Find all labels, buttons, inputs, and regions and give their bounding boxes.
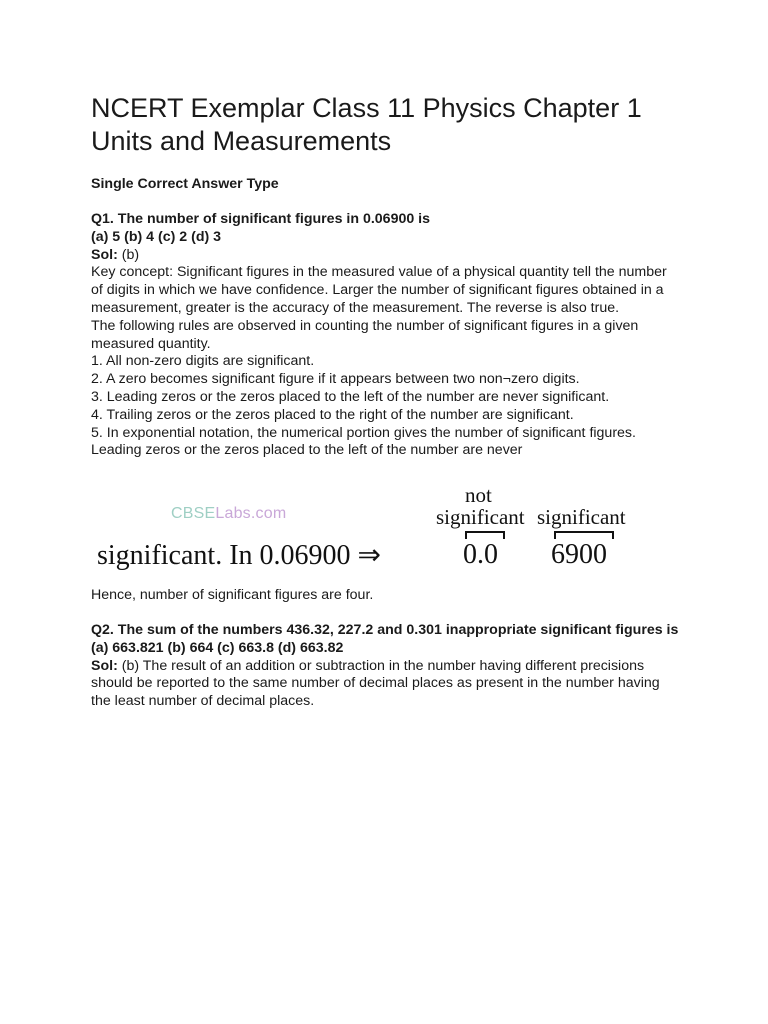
rule-item: 2. A zero becomes significant figure if it appears between two non¬zero digits. [91, 371, 580, 388]
q2-question: Q2. The sum of the numbers 436.32, 227.2 and 0.301 inappropriate significant figures is [91, 621, 679, 638]
q1-rules-intro: The following rules are observed in counting the number of significant figures in a given measured quantity. [91, 317, 639, 352]
bracket-significant [554, 531, 614, 539]
section-heading: Single Correct Answer Type [91, 176, 279, 192]
q2-options: (a) 663.821 (b) 664 (c) 663.8 (d) 663.82 [91, 639, 344, 656]
figure-value-significant-digits: 6900 [551, 539, 607, 571]
figure-significant-label: significant [537, 505, 626, 530]
document-content [91, 92, 681, 711]
q1-key-concept: Key concept: Significant figures in the measured value of a physical quantity tell the number of digits in which we have confidence. Larger the number of significant figures obtained in a measurement, greater is the accuracy of the measurement. The reverse is also true. [91, 264, 667, 316]
q2-solution [91, 658, 681, 711]
watermark [171, 505, 286, 523]
watermark-labs: Labs.com [215, 505, 287, 523]
q1-sol-label: Sol: [91, 246, 118, 263]
q1-conclusion: Hence, number of significant figures are four. [91, 587, 374, 604]
page-title: NCERT Exemplar Class 11 Physics Chapter 1 Units and Measurements [91, 93, 642, 156]
figure-not-significant-label: significant [436, 505, 525, 530]
rule-item: 5. In exponential notation, the numerical portion gives the number of significant figures. [91, 424, 636, 441]
rule-item: 3. Leading zeros or the zeros placed to the left of the number are never significant. [91, 388, 610, 405]
figure-main-text: significant. In 0.06900 ⇒ [97, 540, 381, 572]
figure-value-leading-zeros: 0.0 [463, 539, 498, 571]
q2-sol-label: Sol: [91, 657, 118, 674]
rule-item: 1. All non-zero digits are significant. [91, 353, 315, 370]
significant-figures-illustration [91, 483, 681, 583]
q1-question: Q1. The number of significant figures in 0.06900 is [91, 211, 431, 227]
q1-options: (a) 5 (b) 4 (c) 2 (d) 3 [91, 228, 222, 245]
question-1 [91, 211, 681, 605]
watermark-cbse: CBSE [171, 505, 216, 523]
figure-not-label: not [465, 483, 492, 508]
rule-item: 4. Trailing zeros or the zeros placed to the right of the number are significant. [91, 406, 574, 423]
q1-solution-line [91, 247, 681, 265]
q2-sol-text: (b) The result of an addition or subtraction in the number having different precisions should be reported to the same number of decimal places as present in the number having the least number of decimal places. [91, 657, 660, 710]
q1-rules-tail: Leading zeros or the zeros placed to the left of the number are never [91, 442, 523, 459]
question-2 [91, 622, 681, 711]
bracket-not-significant [465, 531, 505, 539]
q1-sol-answer: (b) [117, 246, 140, 263]
